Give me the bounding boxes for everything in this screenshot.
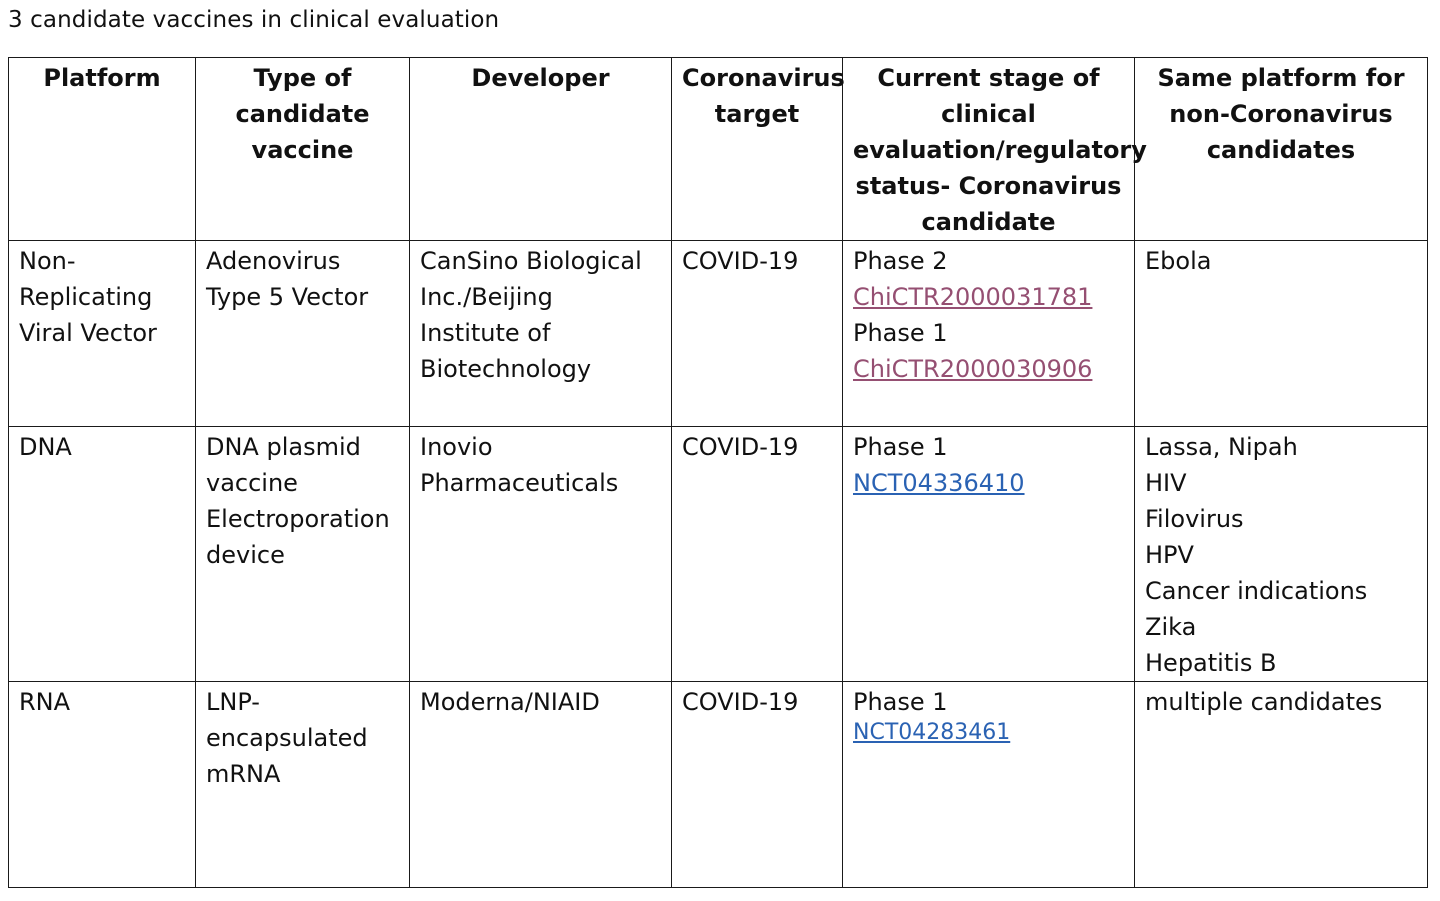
platform-line: Replicating	[19, 283, 153, 311]
other-item: Zika	[1145, 613, 1197, 641]
phase-label: Phase 1	[853, 319, 948, 347]
trial-link[interactable]: NCT04336410	[853, 469, 1025, 497]
cell-other-platform	[1135, 427, 1428, 682]
cell-type	[196, 241, 410, 427]
type-line: Electroporation	[206, 505, 390, 533]
other-item: Ebola	[1145, 247, 1212, 275]
header-current-stage: Current stage of clinical evaluation/regulatory status- Coronavirus candidate	[843, 58, 1135, 241]
cell-other-platform	[1135, 241, 1428, 427]
other-item: HIV	[1145, 469, 1187, 497]
platform-line: DNA	[19, 433, 72, 461]
header-platform: Platform	[9, 58, 196, 241]
cell-developer	[410, 682, 672, 888]
developer-line: CanSino Biological	[420, 247, 642, 275]
cell-developer	[410, 241, 672, 427]
other-item: Lassa, Nipah	[1145, 433, 1298, 461]
cell-platform	[9, 682, 196, 888]
other-item: Hepatitis B	[1145, 649, 1277, 677]
table-row	[9, 427, 1428, 682]
cell-type	[196, 427, 410, 682]
platform-line: RNA	[19, 688, 71, 716]
table-row	[9, 241, 1428, 427]
cell-platform	[9, 241, 196, 427]
type-line: Type 5 Vector	[206, 283, 369, 311]
header-coronavirus-target: Coronavirus target	[672, 58, 843, 241]
cell-platform	[9, 427, 196, 682]
developer-line: Moderna/NIAID	[420, 688, 600, 716]
trial-link[interactable]: ChiCTR2000030906	[853, 355, 1093, 383]
cell-stage	[843, 427, 1135, 682]
type-line: Adenovirus	[206, 247, 341, 275]
table-row	[9, 682, 1428, 888]
other-item: multiple candidates	[1145, 688, 1383, 716]
type-line: DNA plasmid	[206, 433, 361, 461]
phase-label: Phase 2	[853, 247, 948, 275]
cell-stage	[843, 241, 1135, 427]
cell-target: COVID-19	[672, 682, 843, 888]
header-same-platform: Same platform for non-Coronavirus candidates	[1135, 58, 1428, 241]
other-item: Cancer indications	[1145, 577, 1368, 605]
table-header-row	[9, 58, 1428, 241]
cell-type	[196, 682, 410, 888]
cell-other-platform	[1135, 682, 1428, 888]
developer-line: Inovio	[420, 433, 493, 461]
type-line: vaccine	[206, 469, 298, 497]
other-item: HPV	[1145, 541, 1194, 569]
other-item: Filovirus	[1145, 505, 1244, 533]
type-line: encapsulated	[206, 724, 368, 752]
developer-line: Pharmaceuticals	[420, 469, 619, 497]
cell-developer	[410, 427, 672, 682]
cell-stage	[843, 682, 1135, 888]
platform-line: Non-	[19, 247, 76, 275]
developer-line: Institute of	[420, 319, 551, 347]
vaccine-candidates-table	[8, 57, 1428, 888]
platform-line: Viral Vector	[19, 319, 157, 347]
document-caption: 3 candidate vaccines in clinical evaluation	[8, 7, 500, 33]
header-developer: Developer	[410, 58, 672, 241]
phase-label: Phase 1	[853, 688, 948, 716]
developer-line: Biotechnology	[420, 355, 592, 383]
cell-target: COVID-19	[672, 427, 843, 682]
type-line: device	[206, 541, 285, 569]
cell-target: COVID-19	[672, 241, 843, 427]
trial-link[interactable]: ChiCTR2000031781	[853, 283, 1093, 311]
developer-line: Inc./Beijing	[420, 283, 553, 311]
type-line: LNP-	[206, 688, 260, 716]
phase-label: Phase 1	[853, 433, 948, 461]
header-type-of-candidate-vaccine: Type of candidate vaccine	[196, 58, 410, 241]
trial-link[interactable]: NCT04283461	[853, 720, 1011, 745]
type-line: mRNA	[206, 760, 281, 788]
